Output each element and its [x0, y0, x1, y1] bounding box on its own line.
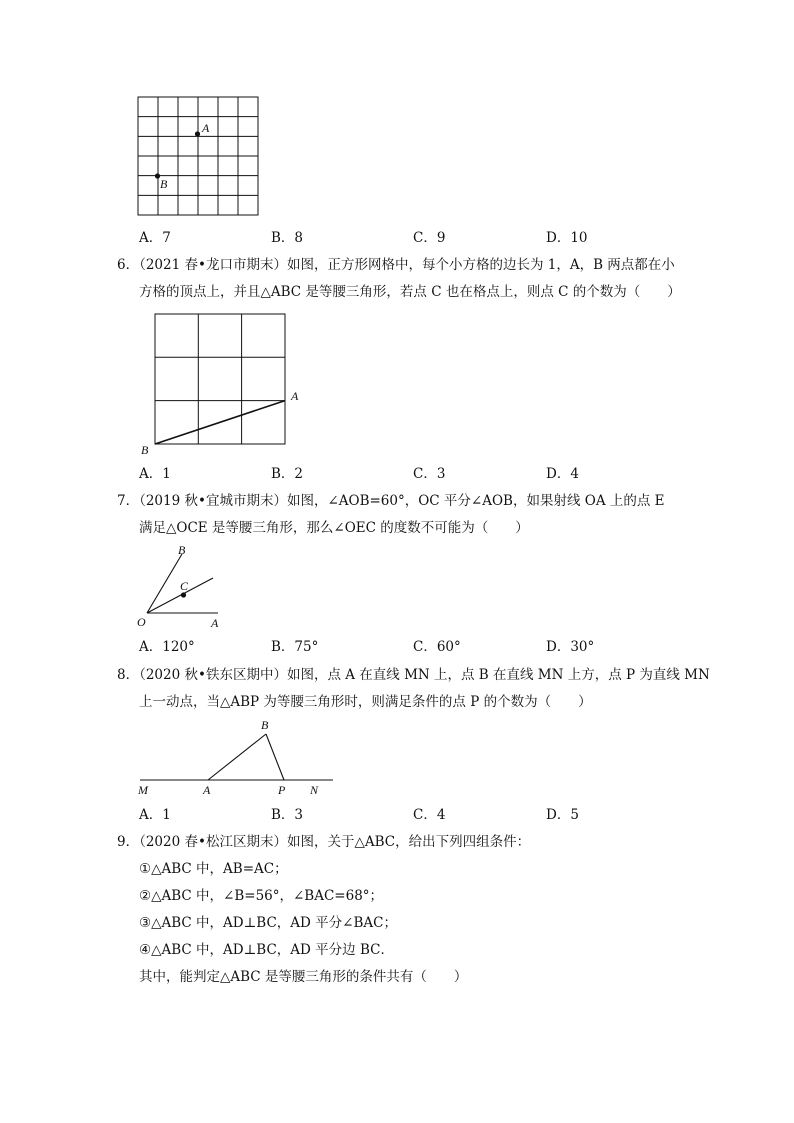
q7-point-c [181, 592, 186, 597]
q6-label-b: B [141, 443, 149, 457]
q6-question-line1: 6．（2021 春•龙口市期末）如图，正方形网格中，每个小方格的边长为 1，A，B 两点都在小 [117, 257, 675, 273]
q6-grid-figure [135, 308, 310, 458]
q6-label-a: A [291, 389, 299, 403]
q8-segment-ab [208, 734, 266, 780]
q5-point-a [195, 131, 200, 136]
q6-question-line2: 方格的顶点上，并且△ABC 是等腰三角形，若点 C 也在格点上，则点 C 的个数为（ ） [139, 284, 681, 300]
q5-option-d: D．10 [546, 230, 588, 246]
q7-option-b: B．75° [271, 639, 319, 655]
q6-segment-ab [155, 401, 285, 444]
q8-option-c: C．4 [413, 807, 446, 823]
q9-condition-1: ①△ABC 中，AB=AC； [139, 861, 288, 877]
q7-label-o: O [137, 615, 146, 629]
q8-question-line2: 上一动点，当△ABP 为等腰三角形时，则满足条件的点 P 的个数为（ ） [139, 694, 592, 710]
q7-option-c: C．60° [413, 639, 461, 655]
q8-option-d: D．5 [546, 807, 579, 823]
q7-angle-figure [130, 540, 230, 632]
q7-label-a: A [211, 616, 219, 630]
q5-label-b: B [160, 177, 168, 191]
q5-label-a: A [202, 121, 210, 135]
q8-label-p: P [278, 783, 286, 797]
q8-label-b: B [261, 718, 269, 732]
q8-question-line1: 8．（2020 秋•铁东区期中）如图，点 A 在直线 MN 上，点 B 在直线 MN 上方，点 P 为直线 MN [117, 667, 710, 683]
q8-line-figure [130, 715, 340, 800]
q9-condition-3: ③△ABC 中，AD⊥BC，AD 平分∠BAC； [139, 915, 397, 931]
q9-condition-2: ②△ABC 中，∠B=56°，∠BAC=68°； [139, 888, 384, 904]
q7-label-b: B [178, 543, 186, 557]
q8-label-m: M [138, 783, 148, 797]
q8-label-n: N [310, 783, 319, 797]
q7-question-line1: 7．（2019 秋•宜城市期末）如图，∠AOB=60°，OC 平分∠AOB，如果射线 OA 上的点 E [117, 493, 665, 509]
q6-option-b: B．2 [271, 466, 304, 482]
q8-segment-bp [266, 734, 284, 780]
q7-question-line2: 满足△OCE 是等腰三角形，那么∠OEC 的度数不可能为（ ） [139, 520, 529, 536]
q7-option-a: A．120° [139, 639, 195, 655]
q5-option-c: C．9 [413, 230, 446, 246]
q7-option-d: D．30° [546, 639, 595, 655]
q8-label-a: A [203, 783, 211, 797]
q6-option-a: A．1 [139, 466, 171, 482]
q5-option-a: A．7 [139, 230, 171, 246]
q7-label-c: C [180, 579, 189, 593]
q6-option-c: C．3 [413, 466, 446, 482]
q6-option-d: D．4 [546, 466, 579, 482]
q5-grid-figure [130, 90, 270, 225]
q5-option-b: B．8 [271, 230, 304, 246]
q8-option-a: A．1 [139, 807, 171, 823]
q9-question-line1: 9．（2020 春•松江区期末）如图，关于△ABC，给出下列四组条件： [117, 834, 531, 850]
q9-condition-4: ④△ABC 中，AD⊥BC，AD 平分边 BC． [139, 942, 394, 958]
q8-option-b: B．3 [271, 807, 304, 823]
q9-conclusion: 其中，能判定△ABC 是等腰三角形的条件共有（ ） [139, 969, 468, 985]
